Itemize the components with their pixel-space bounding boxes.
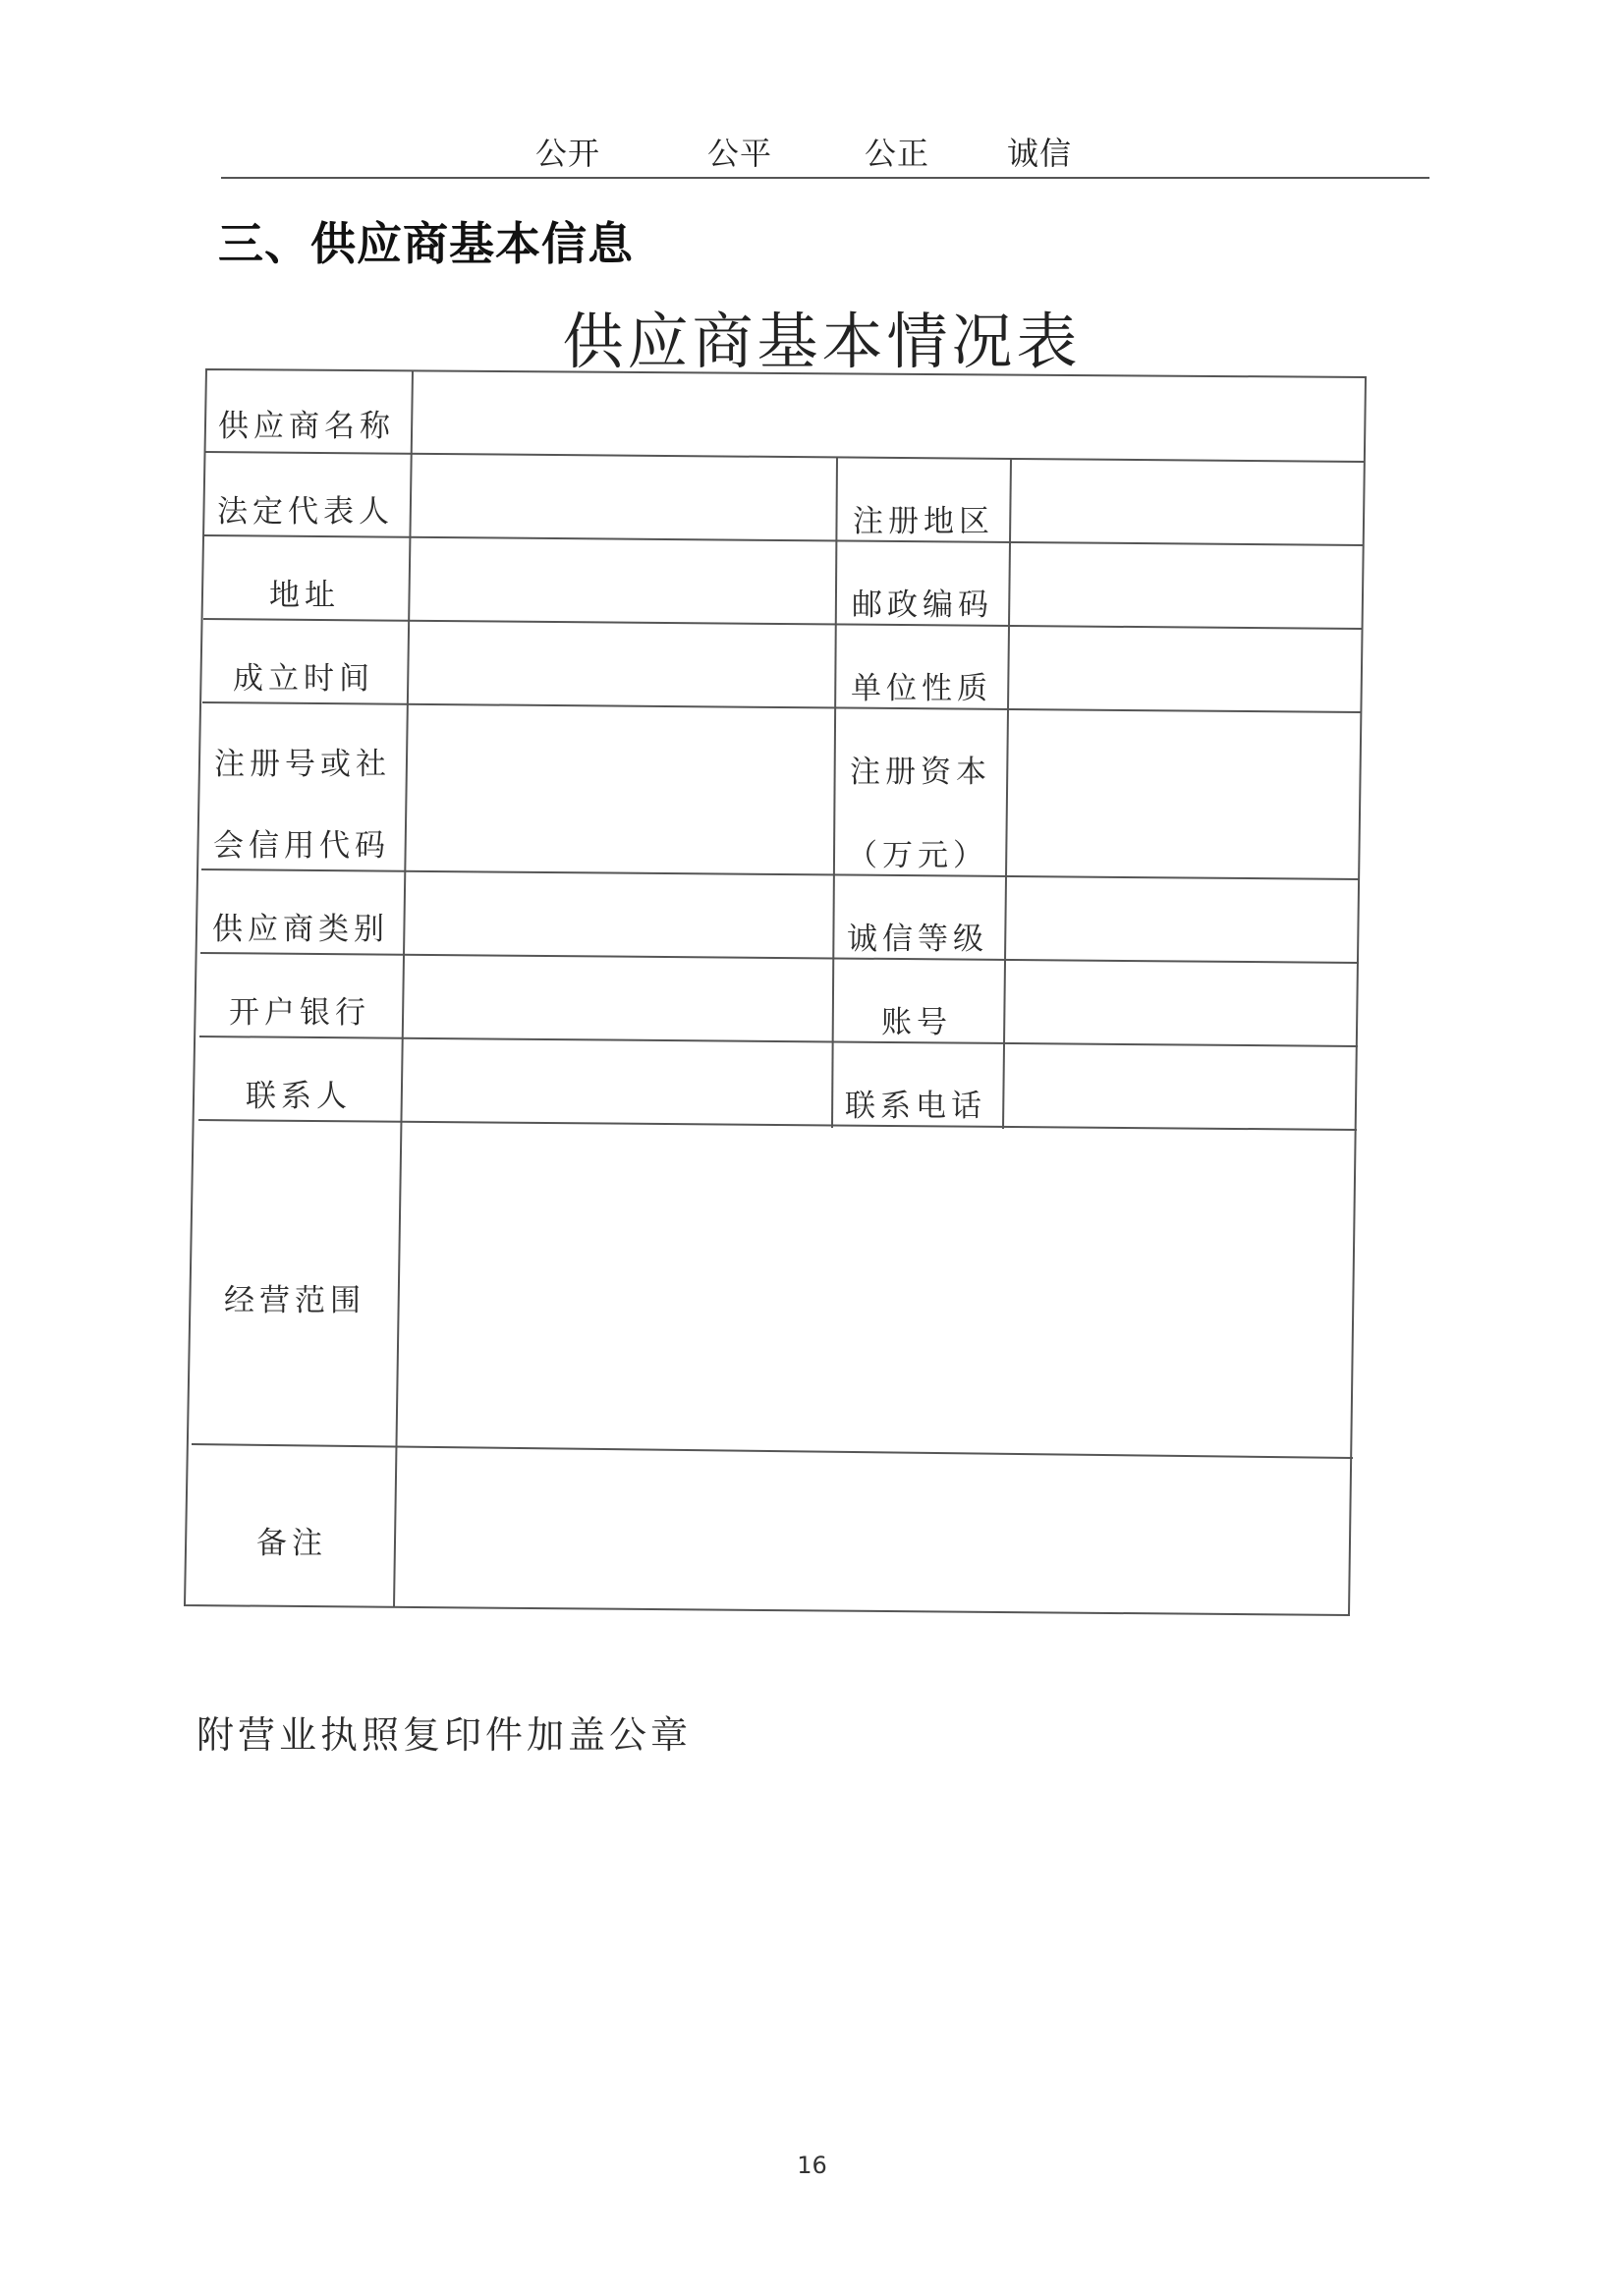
section-title: 三、供应商基本信息 [218,217,634,270]
page-number: 16 [797,2152,827,2179]
label-account: 账号 [881,1005,952,1040]
motto-word: 诚信 [1007,135,1073,172]
motto-word: 公平 [707,135,773,172]
value-entity-type[interactable] [1020,637,1349,696]
label-bank: 开户银行 [229,995,370,1031]
label-business-scope: 经营范围 [224,1283,365,1318]
value-remarks[interactable] [407,1464,1340,1596]
value-reg-region[interactable] [1022,470,1351,529]
value-contact[interactable] [418,1051,815,1110]
label-postal-code: 邮政编码 [852,588,993,623]
value-founded[interactable] [422,634,820,693]
label-reg-capital-2: （万元） [847,838,988,873]
col-line [832,458,837,1128]
row-line [199,1036,1358,1046]
motto-word: 公开 [535,135,601,172]
value-reg-capital[interactable] [1018,720,1347,863]
row-line [202,702,1362,712]
label-founded: 成立时间 [233,661,374,697]
label-phone: 联系电话 [845,1089,986,1124]
row-line [201,869,1360,879]
value-business-scope[interactable] [411,1140,1344,1434]
label-address: 地址 [269,578,340,613]
label-reg-capital-1: 注册资本 [850,755,991,790]
value-supplier-category[interactable] [420,884,817,943]
value-address[interactable] [422,550,820,609]
label-supplier-name: 供应商名称 [218,409,395,444]
label-supplier-category: 供应商类别 [212,912,389,947]
value-bank[interactable] [419,968,816,1027]
label-credit-level: 诚信等级 [847,922,988,957]
row-line [192,1444,1353,1458]
label-reg-no-1: 注册号或社 [214,747,391,782]
row-line [204,535,1364,545]
row-line [203,619,1363,629]
value-credit-level[interactable] [1016,887,1345,946]
label-entity-type: 单位性质 [851,671,992,706]
value-reg-no[interactable] [420,717,818,860]
row-line [205,452,1365,462]
col-line [1003,459,1011,1129]
value-supplier-name[interactable] [424,383,1348,442]
row-line [198,1120,1357,1130]
footnote: 附营业执照复印件加盖公章 [196,1713,693,1757]
row-line [200,953,1359,963]
label-remarks: 备注 [256,1526,327,1561]
value-phone[interactable] [1014,1054,1343,1113]
label-reg-no-2: 会信用代码 [213,828,390,864]
value-postal-code[interactable] [1022,553,1351,612]
form-title-text: 供应商基本情况表 [562,306,1082,377]
value-legal-rep[interactable] [424,467,822,526]
motto-word: 公正 [865,135,930,172]
value-account[interactable] [1015,971,1344,1030]
label-reg-region: 注册地区 [853,504,994,539]
label-contact: 联系人 [246,1079,352,1114]
label-legal-rep: 法定代表人 [217,494,394,530]
